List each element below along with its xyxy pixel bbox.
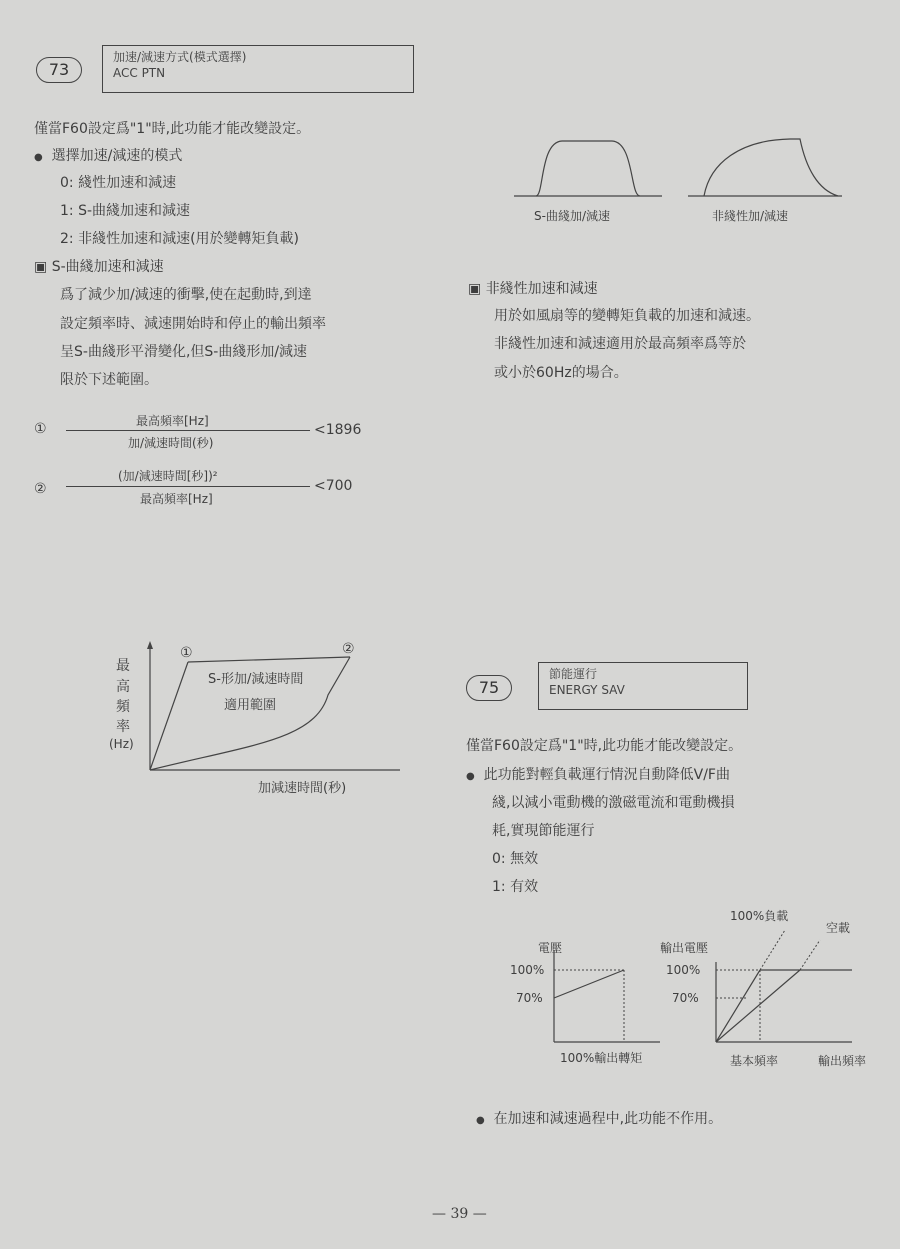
accel-curve-figures [500,128,860,236]
bullet-icon: ● [466,771,475,782]
sec75-option-1: 1: 有效 [492,879,539,895]
nonlinear-heading-row [468,278,598,298]
section-number-73: 73 [36,57,82,83]
formula2-limit: <700 [314,478,353,494]
formula1-fraction-line [66,430,310,431]
bullet-icon: ● [476,1115,485,1126]
s-curve-body-line: 限於下述範圍。 [60,372,158,388]
no-load-label: 空載 [826,921,851,935]
region-label: S-形加/減速時間 [208,672,304,687]
section-number-75: 75 [466,675,512,701]
y-label-char: 率 [116,719,130,735]
option-1: 1: S-曲綫加速和減速 [60,203,191,219]
sec75-bullet-line: 耗,實現節能運行 [492,823,595,839]
formula1-marker: ① [34,421,47,437]
option-2: 2: 非綫性加速和減速(用於變轉矩負載) [60,231,299,247]
top-line [188,657,350,662]
s-curve-heading: S-曲綫加速和減速 [51,259,164,275]
y-axis-arrow [147,641,153,649]
nonlinear-body-line: 非綫性加速和減速適用於最高頻率爲等於 [494,336,746,352]
nonlinear-body-line: 用於如風扇等的變轉矩負載的加速和減速。 [494,308,760,324]
sec75-option-0: 0: 無效 [492,851,539,867]
left-voltage-line [554,970,624,998]
y-label-char: 頻 [116,699,130,715]
sec75-intro: 僅當F60設定爲"1"時,此功能才能改變設定。 [466,738,743,754]
s-curve-shape [536,141,640,196]
energy-saving-charts [490,900,890,1078]
option-0: 0: 綫性加速和減速 [60,175,177,191]
boundary-line-1 [150,662,188,770]
right-ylabel: 輸出電壓 [660,941,709,955]
section-title-zh: 節能運行 [549,667,598,681]
sec73-intro: 僅當F60設定爲"1"時,此功能才能改變設定。 [34,121,311,137]
left-y100: 100% [510,963,545,977]
marker-1: ① [180,645,193,661]
s-curve-body-line: 呈S-曲綫形平滑變化,但S-曲綫形加/減速 [60,344,308,360]
formula2-numerator: (加/減速時間[秒])² [118,469,218,483]
nonlinear-label: 非綫性加/減速 [712,209,789,223]
section-title-box-73 [102,45,414,93]
section-title-zh: 加速/減速方式(模式選擇) [113,50,247,64]
formula1-denominator: 加/減速時間(秒) [128,436,214,450]
left-xlabel: 100%輸出轉矩 [560,1051,643,1065]
no-load-line [716,970,800,1042]
s-curve-body-line: 設定頻率時、減速開始時和停止的輸出頻率 [60,316,326,332]
formula2-denominator: 最高頻率[Hz] [140,492,213,506]
formula1-limit: <1896 [314,422,362,438]
right-y100: 100% [666,963,701,977]
formula2-fraction-line [66,486,310,487]
square-marker-icon: ▣ [468,281,482,297]
nonlinear-body-line: 或小於60Hz的場合。 [494,365,628,381]
sec75-bullet-row [466,764,730,784]
left-ylabel: 電壓 [538,941,563,955]
y-label-char: 最 [116,658,130,674]
nonlinear-heading: 非綫性加速和減速 [485,281,598,297]
sec75-note-row [476,1108,722,1128]
formula2-marker: ② [34,481,47,497]
sec73-bullet [34,145,182,165]
full-load-label: 100%負載 [730,909,789,923]
section-title-en: ENERGY SAV [549,683,625,697]
section-title-box-75 [538,662,748,710]
sec75-note: 在加速和減速過程中,此功能不作用。 [493,1111,723,1127]
page-number: — 39 — [432,1206,487,1222]
s-curve-body-line: 爲了減少加/減速的衝擊,使在起動時,到達 [60,287,312,303]
s-curve-heading-row [34,256,164,276]
right-y70: 70% [672,991,699,1005]
bullet-text: 選擇加速/減速的模式 [51,148,183,164]
right-xlabel-1: 基本頻率 [730,1054,779,1068]
no-load-leader [800,940,820,970]
s-curve-range-graph [100,635,420,810]
full-load-line [716,970,760,1042]
full-load-leader [760,930,785,970]
left-y70: 70% [516,991,543,1005]
nonlinear-shape [704,139,838,196]
section-title-en: ACC PTN [113,66,166,80]
marker-2: ② [342,641,355,657]
y-label-unit: (Hz) [109,737,134,751]
bullet-text: 此功能對輕負載運行情況自動降低V/F曲 [483,767,730,783]
square-marker-icon: ▣ [34,259,48,275]
region-label: 適用範圍 [224,698,277,713]
s-curve-label: S-曲綫加/減速 [534,209,610,223]
bullet-icon: ● [34,152,43,163]
y-label-char: 高 [116,679,130,695]
x-label: 加減速時間(秒) [258,781,347,796]
sec75-bullet-line: 綫,以減小電動機的激磁電流和電動機損 [492,795,735,811]
formula1-numerator: 最高頻率[Hz] [136,414,209,428]
right-xlabel-2: 輸出頻率 [818,1054,867,1068]
